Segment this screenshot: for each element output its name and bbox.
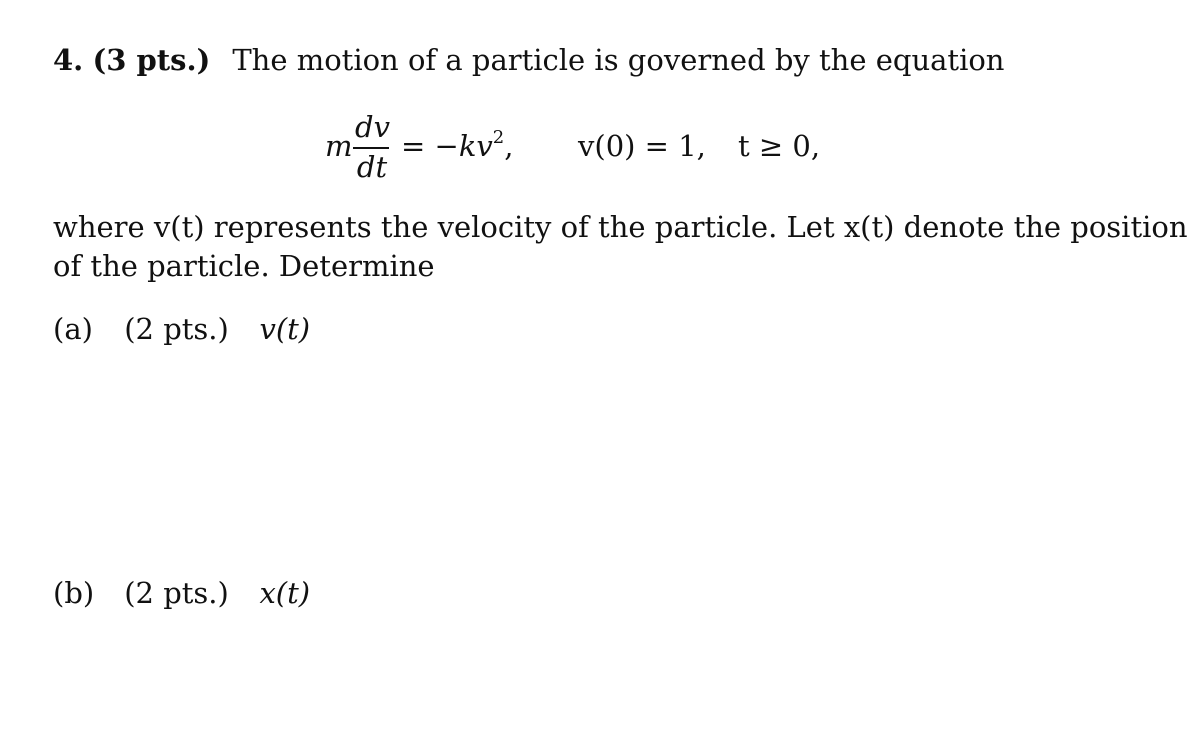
- problem-number: 4.: [53, 43, 84, 77]
- problem-heading: [53, 42, 1004, 78]
- equation-mass: m: [325, 129, 353, 163]
- equation-exponent: 2: [492, 127, 505, 148]
- equation-rhs-suffix: ,: [504, 129, 514, 163]
- part-b-points: (2 pts.): [124, 576, 229, 610]
- problem-points: (3 pts.): [92, 43, 211, 77]
- fraction-bar: [353, 147, 389, 149]
- equation-rhs: [401, 129, 513, 163]
- problem-intro: The motion of a particle is governed by the equation: [232, 43, 1005, 77]
- body-text-line-1: where v(t) represents the velocity of the particle. Let x(t) denote the position: [53, 210, 1188, 244]
- initial-condition: v(0) = 1,: [578, 129, 706, 163]
- fraction-denominator: dt: [356, 150, 388, 184]
- part-b: [53, 575, 310, 611]
- equation-rhs-prefix: = −kv: [401, 129, 493, 163]
- part-b-label: (b): [53, 576, 95, 610]
- part-a-label: (a): [53, 312, 93, 346]
- part-a-points: (2 pts.): [124, 312, 229, 346]
- fraction-numerator: dv: [355, 110, 390, 144]
- part-a-expression: v(t): [259, 312, 311, 346]
- part-b-expression: x(t): [259, 576, 311, 610]
- body-text-line-2: of the particle. Determine: [53, 249, 435, 283]
- time-domain: t ≥ 0,: [738, 129, 821, 163]
- part-a: [53, 311, 310, 347]
